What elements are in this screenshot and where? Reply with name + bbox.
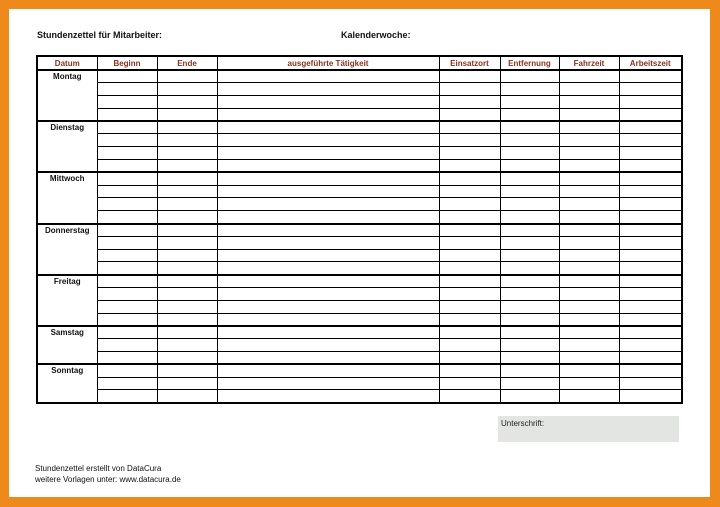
- entry-cell[interactable]: [559, 339, 619, 352]
- entry-cell[interactable]: [157, 147, 217, 160]
- entry-cell[interactable]: [217, 108, 439, 121]
- table-row: [37, 352, 682, 365]
- entry-cell[interactable]: [439, 160, 500, 173]
- table-row: [37, 236, 682, 249]
- entry-cell[interactable]: [439, 185, 500, 198]
- entry-cell[interactable]: [97, 185, 157, 198]
- entry-cell[interactable]: [500, 121, 559, 134]
- signature-box[interactable]: [498, 416, 679, 442]
- entry-cell[interactable]: [97, 390, 157, 403]
- table-row: [37, 211, 682, 224]
- entry-cell[interactable]: [97, 313, 157, 326]
- entry-cell[interactable]: [559, 83, 619, 96]
- entry-cell[interactable]: [157, 364, 217, 377]
- table-row: [37, 121, 682, 134]
- entry-cell[interactable]: [619, 185, 682, 198]
- entry-cell[interactable]: [619, 108, 682, 121]
- table-row: [37, 275, 682, 288]
- entry-cell[interactable]: [217, 236, 439, 249]
- entry-cell[interactable]: [157, 224, 217, 237]
- column-header-location: Einsatzort: [439, 56, 500, 70]
- table-row: [37, 313, 682, 326]
- entry-cell[interactable]: [559, 121, 619, 134]
- entry-cell[interactable]: [157, 134, 217, 147]
- table-row: [37, 326, 682, 339]
- entry-cell[interactable]: [619, 224, 682, 237]
- entry-cell[interactable]: [619, 275, 682, 288]
- entry-cell[interactable]: [97, 211, 157, 224]
- entry-cell[interactable]: [217, 364, 439, 377]
- column-header-activity: ausgeführte Tätigkeit: [217, 56, 439, 70]
- table-row: [37, 288, 682, 301]
- entry-cell[interactable]: [439, 377, 500, 390]
- entry-cell[interactable]: [97, 83, 157, 96]
- entry-cell[interactable]: [157, 211, 217, 224]
- entry-cell[interactable]: [559, 364, 619, 377]
- column-header-start: Beginn: [97, 56, 157, 70]
- entry-cell[interactable]: [439, 211, 500, 224]
- entry-cell[interactable]: [439, 390, 500, 403]
- entry-cell[interactable]: [439, 275, 500, 288]
- entry-cell[interactable]: [619, 262, 682, 275]
- footer-templates-link: weitere Vorlagen unter: www.datacura.de: [35, 475, 181, 484]
- entry-cell[interactable]: [157, 288, 217, 301]
- entry-cell[interactable]: [439, 134, 500, 147]
- entry-cell[interactable]: [559, 300, 619, 313]
- table-row: [37, 134, 682, 147]
- entry-cell[interactable]: [559, 352, 619, 365]
- entry-cell[interactable]: [500, 108, 559, 121]
- entry-cell[interactable]: [439, 83, 500, 96]
- table-row: [37, 198, 682, 211]
- entry-cell[interactable]: [97, 108, 157, 121]
- entry-cell[interactable]: [217, 313, 439, 326]
- entry-cell[interactable]: [97, 288, 157, 301]
- entry-cell[interactable]: [500, 134, 559, 147]
- entry-cell[interactable]: [217, 211, 439, 224]
- entry-cell[interactable]: [619, 377, 682, 390]
- entry-cell[interactable]: [217, 300, 439, 313]
- table-row: [37, 364, 682, 377]
- entry-cell[interactable]: [217, 326, 439, 339]
- entry-cell[interactable]: [97, 96, 157, 109]
- day-label-6: Sonntag: [37, 364, 97, 403]
- entry-cell[interactable]: [559, 288, 619, 301]
- entry-cell[interactable]: [97, 134, 157, 147]
- entry-cell[interactable]: [559, 390, 619, 403]
- entry-cell[interactable]: [619, 96, 682, 109]
- entry-cell[interactable]: [157, 236, 217, 249]
- entry-cell[interactable]: [157, 262, 217, 275]
- entry-cell[interactable]: [619, 121, 682, 134]
- entry-cell[interactable]: [217, 339, 439, 352]
- day-label-2: Mittwoch: [37, 172, 97, 223]
- entry-cell[interactable]: [559, 185, 619, 198]
- signature-label: Unterschrift:: [501, 419, 545, 428]
- entry-cell[interactable]: [439, 352, 500, 365]
- entry-cell[interactable]: [439, 364, 500, 377]
- table-row: [37, 339, 682, 352]
- table-row: [37, 185, 682, 198]
- entry-cell[interactable]: [619, 288, 682, 301]
- entry-cell[interactable]: [157, 172, 217, 185]
- entry-cell[interactable]: [157, 313, 217, 326]
- entry-cell[interactable]: [439, 198, 500, 211]
- entry-cell[interactable]: [97, 300, 157, 313]
- entry-cell[interactable]: [217, 288, 439, 301]
- column-header-working-time: Arbeitszeit: [619, 56, 682, 70]
- entry-cell[interactable]: [559, 249, 619, 262]
- entry-cell[interactable]: [619, 313, 682, 326]
- entry-cell[interactable]: [559, 211, 619, 224]
- table-row: [37, 108, 682, 121]
- entry-cell[interactable]: [439, 313, 500, 326]
- entry-cell[interactable]: [559, 147, 619, 160]
- entry-cell[interactable]: [500, 352, 559, 365]
- entry-cell[interactable]: [500, 262, 559, 275]
- entry-cell[interactable]: [500, 364, 559, 377]
- entry-cell[interactable]: [500, 275, 559, 288]
- entry-cell[interactable]: [157, 339, 217, 352]
- entry-cell[interactable]: [97, 224, 157, 237]
- day-label-0: Montag: [37, 70, 97, 121]
- entry-cell[interactable]: [559, 236, 619, 249]
- entry-cell[interactable]: [559, 96, 619, 109]
- entry-cell[interactable]: [500, 249, 559, 262]
- column-header-date: Datum: [37, 56, 97, 70]
- column-header-distance: Entfernung: [500, 56, 559, 70]
- entry-cell[interactable]: [559, 275, 619, 288]
- entry-cell[interactable]: [157, 352, 217, 365]
- entry-cell[interactable]: [157, 300, 217, 313]
- entry-cell[interactable]: [217, 262, 439, 275]
- entry-cell[interactable]: [217, 185, 439, 198]
- entry-cell[interactable]: [559, 313, 619, 326]
- timesheet-page: [9, 9, 710, 497]
- entry-cell[interactable]: [500, 96, 559, 109]
- entry-cell[interactable]: [97, 364, 157, 377]
- entry-cell[interactable]: [157, 390, 217, 403]
- entry-cell[interactable]: [217, 160, 439, 173]
- entry-cell[interactable]: [559, 377, 619, 390]
- entry-cell[interactable]: [439, 70, 500, 83]
- entry-cell[interactable]: [439, 172, 500, 185]
- entry-cell[interactable]: [500, 288, 559, 301]
- entry-cell[interactable]: [217, 224, 439, 237]
- entry-cell[interactable]: [97, 275, 157, 288]
- entry-cell[interactable]: [500, 313, 559, 326]
- table-row: [37, 390, 682, 403]
- entry-cell[interactable]: [439, 108, 500, 121]
- day-label-4: Freitag: [37, 275, 97, 326]
- entry-cell[interactable]: [439, 224, 500, 237]
- entry-cell[interactable]: [619, 160, 682, 173]
- entry-cell[interactable]: [97, 121, 157, 134]
- entry-cell[interactable]: [439, 121, 500, 134]
- entry-cell[interactable]: [500, 236, 559, 249]
- entry-cell[interactable]: [500, 377, 559, 390]
- entry-cell[interactable]: [500, 339, 559, 352]
- entry-cell[interactable]: [157, 160, 217, 173]
- entry-cell[interactable]: [619, 134, 682, 147]
- column-header-end: Ende: [157, 56, 217, 70]
- entry-cell[interactable]: [559, 70, 619, 83]
- entry-cell[interactable]: [500, 390, 559, 403]
- entry-cell[interactable]: [619, 147, 682, 160]
- day-label-3: Donnerstag: [37, 224, 97, 275]
- entry-cell[interactable]: [157, 83, 217, 96]
- entry-cell[interactable]: [439, 326, 500, 339]
- entry-cell[interactable]: [559, 224, 619, 237]
- table-row: [37, 300, 682, 313]
- entry-cell[interactable]: [217, 275, 439, 288]
- entry-cell[interactable]: [157, 96, 217, 109]
- entry-cell[interactable]: [217, 121, 439, 134]
- entry-cell[interactable]: [619, 249, 682, 262]
- entry-cell[interactable]: [157, 377, 217, 390]
- entry-cell[interactable]: [157, 185, 217, 198]
- entry-cell[interactable]: [439, 147, 500, 160]
- entry-cell[interactable]: [97, 172, 157, 185]
- entry-cell[interactable]: [97, 147, 157, 160]
- entry-cell[interactable]: [157, 326, 217, 339]
- entry-cell[interactable]: [619, 236, 682, 249]
- entry-cell[interactable]: [619, 172, 682, 185]
- entry-cell[interactable]: [439, 96, 500, 109]
- entry-cell[interactable]: [157, 249, 217, 262]
- entry-cell[interactable]: [97, 198, 157, 211]
- timesheet-body: [37, 70, 682, 403]
- entry-cell[interactable]: [559, 172, 619, 185]
- employee-label: Stundenzettel für Mitarbeiter:: [37, 30, 163, 40]
- entry-cell[interactable]: [97, 160, 157, 173]
- entry-cell[interactable]: [217, 134, 439, 147]
- entry-cell[interactable]: [559, 134, 619, 147]
- day-label-1: Dienstag: [37, 121, 97, 172]
- entry-cell[interactable]: [217, 249, 439, 262]
- timesheet-table: [36, 55, 683, 404]
- entry-cell[interactable]: [619, 352, 682, 365]
- day-label-5: Samstag: [37, 326, 97, 364]
- entry-cell[interactable]: [97, 70, 157, 83]
- entry-cell[interactable]: [439, 300, 500, 313]
- column-header-row: [37, 56, 682, 70]
- entry-cell[interactable]: [500, 185, 559, 198]
- table-row: [37, 249, 682, 262]
- entry-cell[interactable]: [559, 326, 619, 339]
- entry-cell[interactable]: [217, 377, 439, 390]
- entry-cell[interactable]: [157, 70, 217, 83]
- entry-cell[interactable]: [619, 198, 682, 211]
- entry-cell[interactable]: [439, 339, 500, 352]
- entry-cell[interactable]: [97, 377, 157, 390]
- table-row: [37, 377, 682, 390]
- column-header-travel-time: Fahrzeit: [559, 56, 619, 70]
- entry-cell[interactable]: [500, 224, 559, 237]
- entry-cell[interactable]: [439, 236, 500, 249]
- entry-cell[interactable]: [217, 172, 439, 185]
- entry-cell[interactable]: [97, 339, 157, 352]
- entry-cell[interactable]: [97, 262, 157, 275]
- table-row: [37, 96, 682, 109]
- entry-cell[interactable]: [500, 300, 559, 313]
- entry-cell[interactable]: [619, 300, 682, 313]
- entry-cell[interactable]: [559, 108, 619, 121]
- entry-cell[interactable]: [97, 236, 157, 249]
- entry-cell[interactable]: [500, 211, 559, 224]
- entry-cell[interactable]: [500, 172, 559, 185]
- table-row: [37, 172, 682, 185]
- entry-cell[interactable]: [217, 70, 439, 83]
- entry-cell[interactable]: [97, 326, 157, 339]
- entry-cell[interactable]: [500, 160, 559, 173]
- entry-cell[interactable]: [619, 70, 682, 83]
- entry-cell[interactable]: [619, 211, 682, 224]
- entry-cell[interactable]: [97, 249, 157, 262]
- table-row: [37, 70, 682, 83]
- entry-cell[interactable]: [157, 108, 217, 121]
- entry-cell[interactable]: [500, 83, 559, 96]
- entry-cell[interactable]: [619, 364, 682, 377]
- entry-cell[interactable]: [500, 326, 559, 339]
- entry-cell[interactable]: [217, 83, 439, 96]
- entry-cell[interactable]: [619, 83, 682, 96]
- entry-cell[interactable]: [157, 198, 217, 211]
- entry-cell[interactable]: [439, 288, 500, 301]
- entry-cell[interactable]: [559, 262, 619, 275]
- entry-cell[interactable]: [217, 390, 439, 403]
- entry-cell[interactable]: [619, 339, 682, 352]
- calendar-week-label: Kalenderwoche:: [341, 30, 411, 40]
- table-row: [37, 83, 682, 96]
- entry-cell[interactable]: [619, 390, 682, 403]
- table-row: [37, 160, 682, 173]
- entry-cell[interactable]: [97, 352, 157, 365]
- entry-cell[interactable]: [439, 249, 500, 262]
- entry-cell[interactable]: [217, 352, 439, 365]
- entry-cell[interactable]: [500, 70, 559, 83]
- entry-cell[interactable]: [439, 262, 500, 275]
- entry-cell[interactable]: [157, 121, 217, 134]
- table-row: [37, 224, 682, 237]
- entry-cell[interactable]: [619, 326, 682, 339]
- entry-cell[interactable]: [217, 147, 439, 160]
- entry-cell[interactable]: [217, 198, 439, 211]
- table-row: [37, 262, 682, 275]
- table-row: [37, 147, 682, 160]
- entry-cell[interactable]: [500, 147, 559, 160]
- entry-cell[interactable]: [500, 198, 559, 211]
- footer-credit: Stundenzettel erstellt von DataCura: [35, 464, 162, 473]
- entry-cell[interactable]: [559, 198, 619, 211]
- entry-cell[interactable]: [217, 96, 439, 109]
- entry-cell[interactable]: [559, 160, 619, 173]
- entry-cell[interactable]: [157, 275, 217, 288]
- footer: [35, 463, 181, 485]
